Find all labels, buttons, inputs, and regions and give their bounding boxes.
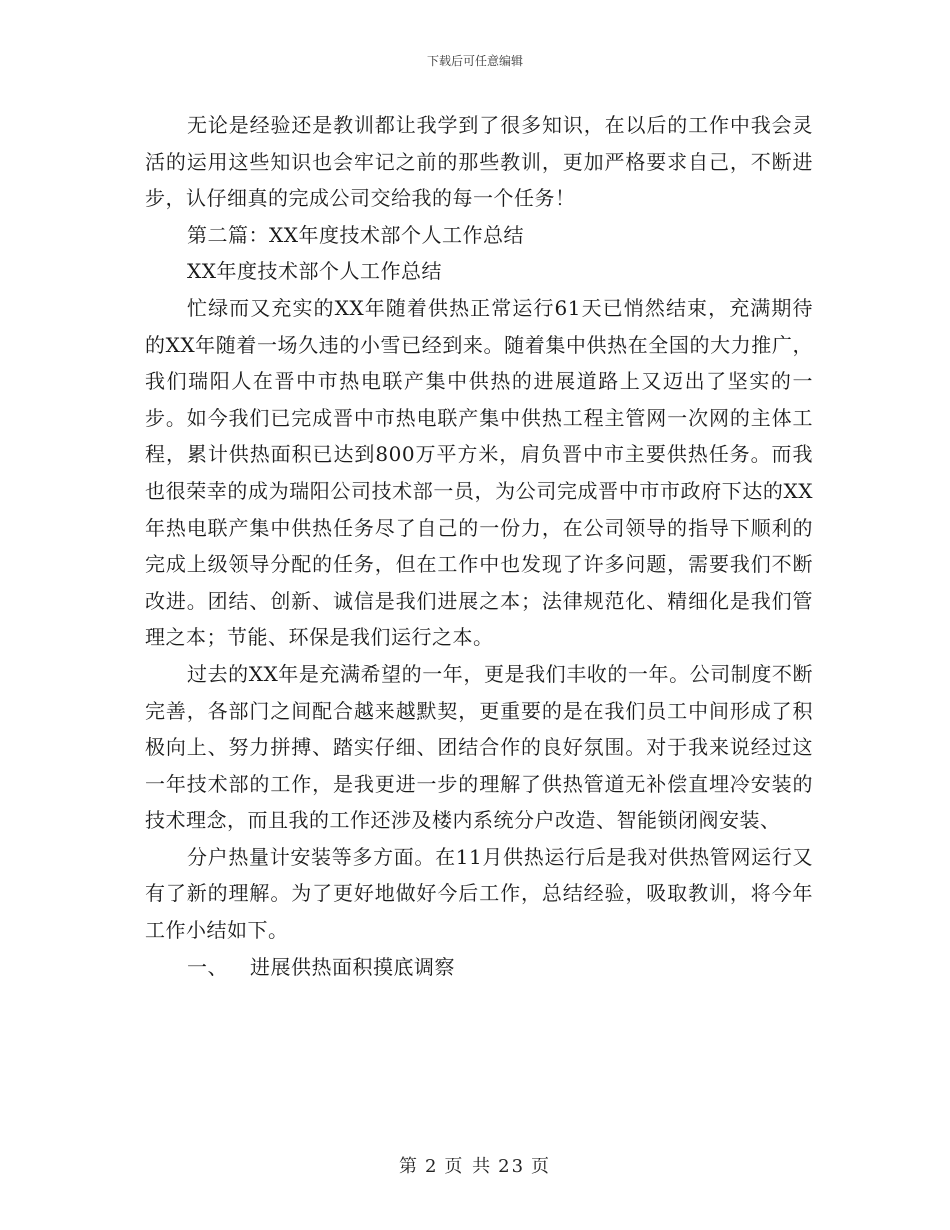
section-number: 一、 [187, 954, 228, 979]
footer-suffix: 页 [531, 1156, 552, 1177]
footer-total-pages: 23 [498, 1156, 526, 1177]
page-footer [0, 1152, 950, 1178]
footer-middle: 页 共 [444, 1156, 493, 1177]
section-heading [145, 949, 813, 986]
page-header-note: 下载后可任意编辑 [426, 54, 523, 68]
footer-prefix: 第 [398, 1156, 419, 1177]
paragraph-lessons: 无论是经验还是教训都让我学到了很多知识，在以后的工作中我会灵活的运用这些知识也会牢记之前的那些教训，更加严格要求自己，不断进步，认仔细真的完成公司交给我的每一个任务！ [145, 113, 813, 211]
document-title: XX年度技术部个人工作总结 [187, 259, 442, 284]
paragraph-past-year: 过去的XX年是充满希望的一年，更是我们丰收的一年。公司制度不断完善，各部门之间配合越来越默契，更重要的是在我们员工中间形成了积极向上、努力拼搏、踏实仔细、团结合作的良好氛围。对于我来说经过这一年技术部的工作，是我更进一步的理解了供热管道无补偿直埋冷安装的技术理念，而且我的工作还涉及楼内系统分户改造、智能锁闭阀安装、 [145, 661, 813, 833]
footer-page-number: 2 [424, 1156, 439, 1177]
document-body [145, 107, 813, 985]
chapter-title: 第二篇：XX年度技术部个人工作总结 [187, 222, 524, 247]
section-title: 进展供热面积摸底调察 [250, 954, 455, 979]
paragraph-intro: 忙绿而又充实的XX年随着供热正常运行61天已悄然结束，充满期待的XX年随着一场久违的小雪已经到来。随着集中供热在全国的大力推广，我们瑞阳人在晋中市热电联产集中供热的进展道路上又迈出了坚实的一步。如今我们已完成晋中市热电联产集中供热工程主管网一次网的主体工程，累计供热面积已达到800万平方米，肩负晋中市主要供热任务。而我也很荣幸的成为瑞阳公司技术部一员，为公司完成晋中市市政府下达的XX年热电联产集中供热任务尽了自己的一份力，在公司领导的指导下顺利的完成上级领导分配的任务，但在工作中也发现了许多问题，需要我们不断改进。团结、创新、诚信是我们进展之本；法律规范化、精细化是我们管理之本；节能、环保是我们运行之本。 [145, 295, 813, 650]
paragraph-summary: 分户热量计安装等多方面。在11月供热运行后是我对供热管网运行又有了新的理解。为了更好地做好今后工作，总结经验，吸取教训，将今年工作小结如下。 [145, 844, 813, 943]
